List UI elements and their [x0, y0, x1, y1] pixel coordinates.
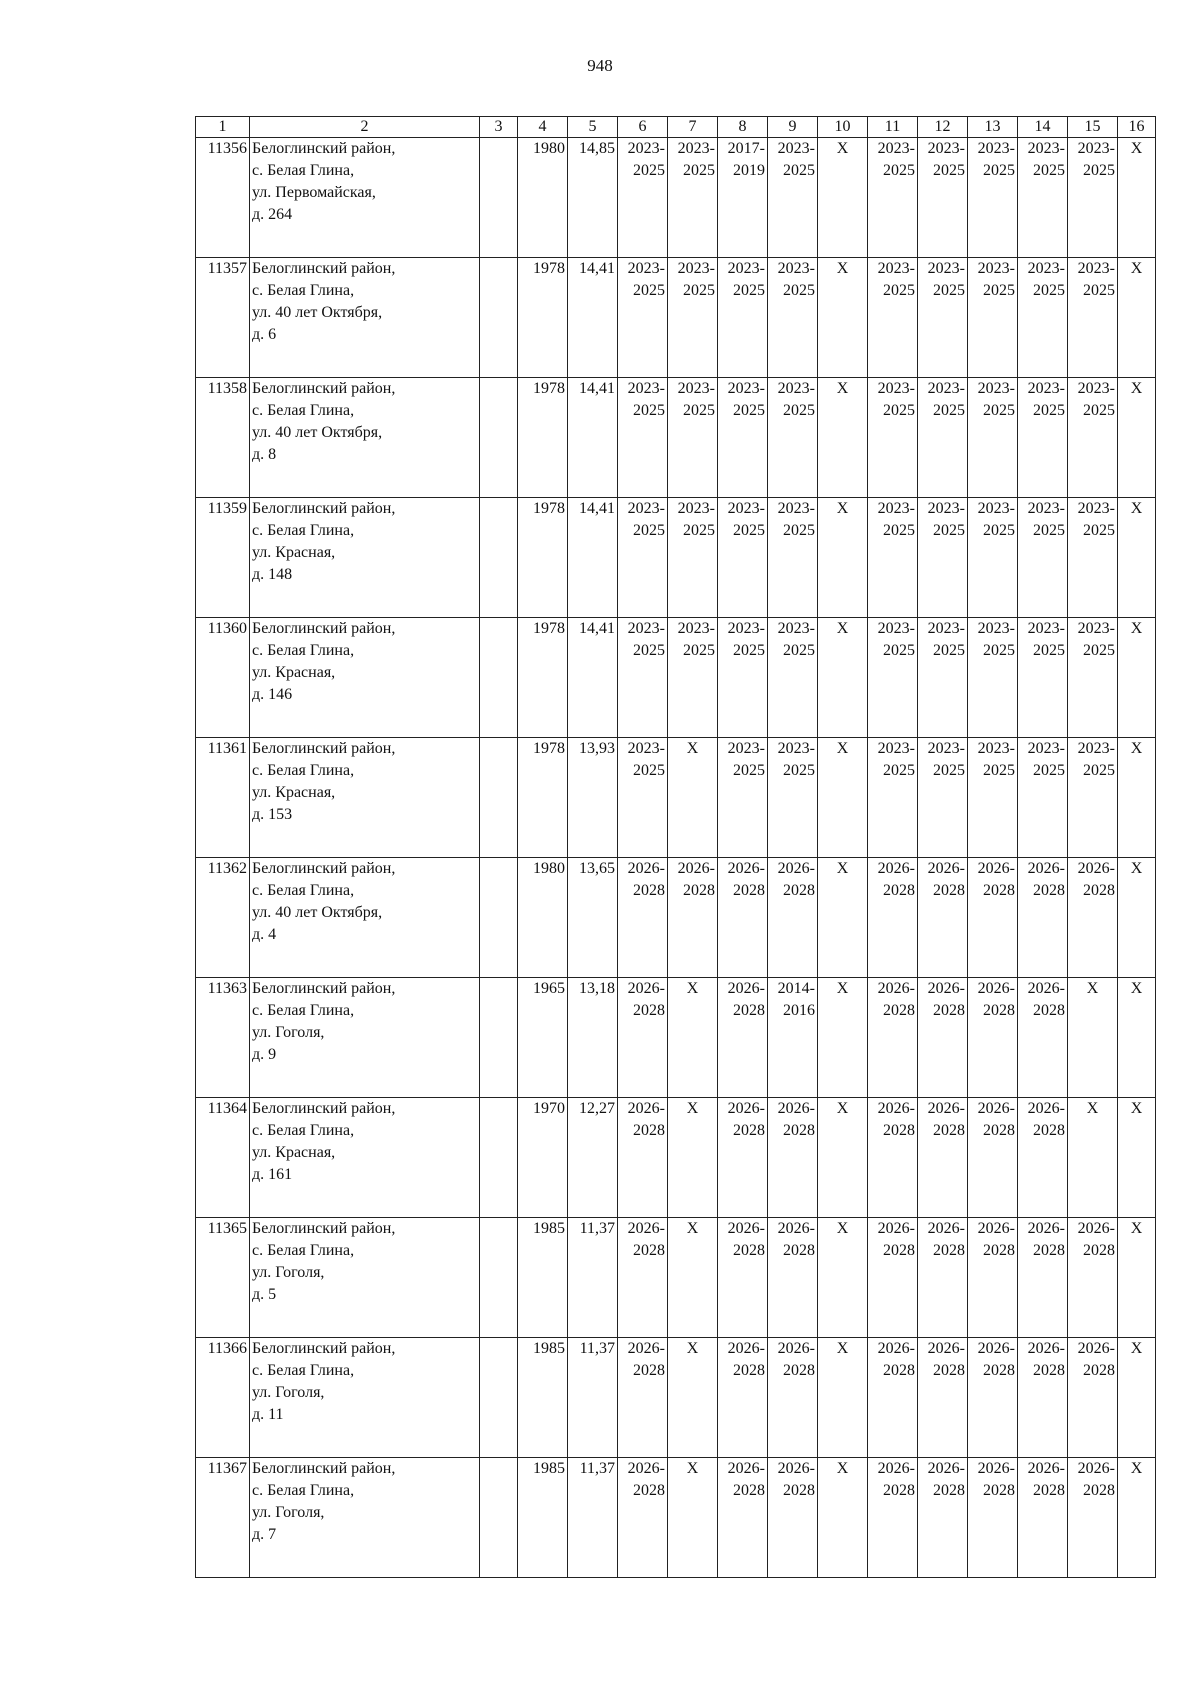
address-cell: Белоглинский район, с. Белая Глина, ул. Первомайская, д. 264	[250, 138, 480, 258]
column-12-cell: 2026- 2028	[918, 978, 968, 1098]
column-9-cell: 2023- 2025	[768, 738, 818, 858]
column-16-cell: X	[1118, 618, 1156, 738]
column-7-cell: 2023- 2025	[668, 138, 718, 258]
column-7-cell: X	[668, 1458, 718, 1578]
column-4-cell: 1985	[518, 1218, 568, 1338]
address-cell: Белоглинский район, с. Белая Глина, ул. Гоголя, д. 5	[250, 1218, 480, 1338]
column-13-cell: 2023- 2025	[968, 498, 1018, 618]
column-11-cell: 2026- 2028	[868, 1458, 918, 1578]
column-3-cell	[480, 978, 518, 1098]
column-15-cell: X	[1068, 1098, 1118, 1218]
column-5-cell: 13,18	[568, 978, 618, 1098]
table-row	[196, 978, 1156, 1098]
column-11-cell: 2023- 2025	[868, 378, 918, 498]
column-9-cell: 2023- 2025	[768, 618, 818, 738]
record-number-cell: 11357	[196, 258, 250, 378]
table-row	[196, 618, 1156, 738]
column-6-cell: 2026- 2028	[618, 978, 668, 1098]
column-6-cell: 2026- 2028	[618, 858, 668, 978]
column-header-9: 9	[768, 117, 818, 138]
column-4-cell: 1980	[518, 858, 568, 978]
column-12-cell: 2026- 2028	[918, 1098, 968, 1218]
column-15-cell: X	[1068, 978, 1118, 1098]
column-15-cell: 2026- 2028	[1068, 858, 1118, 978]
column-6-cell: 2023- 2025	[618, 258, 668, 378]
column-6-cell: 2023- 2025	[618, 738, 668, 858]
column-7-cell: X	[668, 1218, 718, 1338]
column-15-cell: 2023- 2025	[1068, 138, 1118, 258]
column-12-cell: 2023- 2025	[918, 498, 968, 618]
table-row	[196, 498, 1156, 618]
address-cell: Белоглинский район, с. Белая Глина, ул. Гоголя, д. 11	[250, 1338, 480, 1458]
column-header-3: 3	[480, 117, 518, 138]
table-row	[196, 258, 1156, 378]
column-13-cell: 2023- 2025	[968, 618, 1018, 738]
table-row	[196, 378, 1156, 498]
column-14-cell: 2026- 2028	[1018, 1098, 1068, 1218]
column-7-cell: 2023- 2025	[668, 498, 718, 618]
table-row	[196, 1218, 1156, 1338]
registry-table	[195, 116, 1156, 1578]
column-6-cell: 2026- 2028	[618, 1458, 668, 1578]
column-4-cell: 1978	[518, 258, 568, 378]
column-5-cell: 14,41	[568, 258, 618, 378]
table-row	[196, 738, 1156, 858]
column-3-cell	[480, 858, 518, 978]
table-row	[196, 1098, 1156, 1218]
record-number-cell: 11356	[196, 138, 250, 258]
column-8-cell: 2023- 2025	[718, 498, 768, 618]
column-9-cell: 2026- 2028	[768, 1218, 818, 1338]
table-row	[196, 858, 1156, 978]
column-16-cell: X	[1118, 498, 1156, 618]
column-14-cell: 2023- 2025	[1018, 498, 1068, 618]
column-3-cell	[480, 1458, 518, 1578]
column-14-cell: 2023- 2025	[1018, 258, 1068, 378]
column-10-cell: X	[818, 618, 868, 738]
column-3-cell	[480, 1098, 518, 1218]
column-6-cell: 2026- 2028	[618, 1338, 668, 1458]
column-3-cell	[480, 618, 518, 738]
column-9-cell: 2023- 2025	[768, 498, 818, 618]
column-12-cell: 2023- 2025	[918, 138, 968, 258]
column-header-7: 7	[668, 117, 718, 138]
column-15-cell: 2026- 2028	[1068, 1338, 1118, 1458]
column-3-cell	[480, 258, 518, 378]
table-row	[196, 1338, 1156, 1458]
column-5-cell: 14,41	[568, 498, 618, 618]
column-16-cell: X	[1118, 1458, 1156, 1578]
column-6-cell: 2023- 2025	[618, 498, 668, 618]
column-13-cell: 2023- 2025	[968, 258, 1018, 378]
column-4-cell: 1978	[518, 378, 568, 498]
address-cell: Белоглинский район, с. Белая Глина, ул. Гоголя, д. 7	[250, 1458, 480, 1578]
column-13-cell: 2023- 2025	[968, 738, 1018, 858]
address-cell: Белоглинский район, с. Белая Глина, ул. Гоголя, д. 9	[250, 978, 480, 1098]
address-cell: Белоглинский район, с. Белая Глина, ул. Красная, д. 148	[250, 498, 480, 618]
column-13-cell: 2026- 2028	[968, 1098, 1018, 1218]
column-5-cell: 14,41	[568, 618, 618, 738]
column-8-cell: 2026- 2028	[718, 858, 768, 978]
column-5-cell: 11,37	[568, 1218, 618, 1338]
record-number-cell: 11364	[196, 1098, 250, 1218]
column-10-cell: X	[818, 1218, 868, 1338]
column-7-cell: X	[668, 1338, 718, 1458]
column-4-cell: 1965	[518, 978, 568, 1098]
column-9-cell: 2026- 2028	[768, 858, 818, 978]
record-number-cell: 11363	[196, 978, 250, 1098]
column-6-cell: 2023- 2025	[618, 618, 668, 738]
column-header-11: 11	[868, 117, 918, 138]
column-4-cell: 1970	[518, 1098, 568, 1218]
column-header-2: 2	[250, 117, 480, 138]
column-11-cell: 2023- 2025	[868, 498, 918, 618]
table-row	[196, 138, 1156, 258]
column-8-cell: 2023- 2025	[718, 378, 768, 498]
column-15-cell: 2026- 2028	[1068, 1218, 1118, 1338]
column-13-cell: 2026- 2028	[968, 1458, 1018, 1578]
column-10-cell: X	[818, 738, 868, 858]
column-5-cell: 13,65	[568, 858, 618, 978]
column-14-cell: 2026- 2028	[1018, 1458, 1068, 1578]
column-8-cell: 2026- 2028	[718, 1218, 768, 1338]
column-8-cell: 2026- 2028	[718, 1098, 768, 1218]
column-3-cell	[480, 738, 518, 858]
column-9-cell: 2026- 2028	[768, 1458, 818, 1578]
column-8-cell: 2026- 2028	[718, 1458, 768, 1578]
column-header-5: 5	[568, 117, 618, 138]
table-body	[196, 138, 1156, 1578]
address-cell: Белоглинский район, с. Белая Глина, ул. 40 лет Октября, д. 8	[250, 378, 480, 498]
column-5-cell: 11,37	[568, 1338, 618, 1458]
column-3-cell	[480, 1218, 518, 1338]
column-7-cell: 2023- 2025	[668, 378, 718, 498]
column-8-cell: 2026- 2028	[718, 1338, 768, 1458]
record-number-cell: 11360	[196, 618, 250, 738]
column-10-cell: X	[818, 258, 868, 378]
column-10-cell: X	[818, 978, 868, 1098]
column-13-cell: 2023- 2025	[968, 378, 1018, 498]
column-15-cell: 2023- 2025	[1068, 498, 1118, 618]
column-7-cell: X	[668, 1098, 718, 1218]
column-header-14: 14	[1018, 117, 1068, 138]
column-11-cell: 2026- 2028	[868, 1098, 918, 1218]
column-4-cell: 1978	[518, 618, 568, 738]
column-15-cell: 2023- 2025	[1068, 258, 1118, 378]
column-header-1: 1	[196, 117, 250, 138]
column-3-cell	[480, 1338, 518, 1458]
column-16-cell: X	[1118, 738, 1156, 858]
column-11-cell: 2026- 2028	[868, 1338, 918, 1458]
column-14-cell: 2023- 2025	[1018, 378, 1068, 498]
column-13-cell: 2026- 2028	[968, 1338, 1018, 1458]
column-8-cell: 2023- 2025	[718, 258, 768, 378]
column-11-cell: 2026- 2028	[868, 1218, 918, 1338]
column-16-cell: X	[1118, 138, 1156, 258]
column-11-cell: 2026- 2028	[868, 858, 918, 978]
table-row	[196, 1458, 1156, 1578]
column-header-4: 4	[518, 117, 568, 138]
column-14-cell: 2023- 2025	[1018, 618, 1068, 738]
column-11-cell: 2026- 2028	[868, 978, 918, 1098]
column-10-cell: X	[818, 1458, 868, 1578]
column-11-cell: 2023- 2025	[868, 258, 918, 378]
column-5-cell: 11,37	[568, 1458, 618, 1578]
column-6-cell: 2026- 2028	[618, 1218, 668, 1338]
column-16-cell: X	[1118, 1338, 1156, 1458]
record-number-cell: 11366	[196, 1338, 250, 1458]
column-11-cell: 2023- 2025	[868, 738, 918, 858]
column-5-cell: 14,85	[568, 138, 618, 258]
column-12-cell: 2023- 2025	[918, 378, 968, 498]
column-5-cell: 13,93	[568, 738, 618, 858]
column-8-cell: 2017- 2019	[718, 138, 768, 258]
record-number-cell: 11359	[196, 498, 250, 618]
column-header-8: 8	[718, 117, 768, 138]
record-number-cell: 11361	[196, 738, 250, 858]
column-header-12: 12	[918, 117, 968, 138]
column-8-cell: 2023- 2025	[718, 738, 768, 858]
column-7-cell: X	[668, 978, 718, 1098]
column-15-cell: 2023- 2025	[1068, 618, 1118, 738]
column-16-cell: X	[1118, 258, 1156, 378]
column-15-cell: 2026- 2028	[1068, 1458, 1118, 1578]
column-12-cell: 2026- 2028	[918, 1218, 968, 1338]
column-6-cell: 2023- 2025	[618, 138, 668, 258]
column-5-cell: 12,27	[568, 1098, 618, 1218]
column-header-15: 15	[1068, 117, 1118, 138]
column-16-cell: X	[1118, 858, 1156, 978]
column-14-cell: 2026- 2028	[1018, 858, 1068, 978]
column-7-cell: 2023- 2025	[668, 258, 718, 378]
address-cell: Белоглинский район, с. Белая Глина, ул. Красная, д. 161	[250, 1098, 480, 1218]
column-14-cell: 2026- 2028	[1018, 1338, 1068, 1458]
column-14-cell: 2026- 2028	[1018, 978, 1068, 1098]
record-number-cell: 11362	[196, 858, 250, 978]
column-number-row	[196, 117, 1156, 138]
column-header-13: 13	[968, 117, 1018, 138]
column-10-cell: X	[818, 1098, 868, 1218]
column-14-cell: 2023- 2025	[1018, 738, 1068, 858]
column-14-cell: 2023- 2025	[1018, 138, 1068, 258]
column-12-cell: 2023- 2025	[918, 618, 968, 738]
column-15-cell: 2023- 2025	[1068, 738, 1118, 858]
column-4-cell: 1985	[518, 1338, 568, 1458]
column-12-cell: 2023- 2025	[918, 258, 968, 378]
record-number-cell: 11367	[196, 1458, 250, 1578]
column-13-cell: 2023- 2025	[968, 138, 1018, 258]
address-cell: Белоглинский район, с. Белая Глина, ул. 40 лет Октября, д. 4	[250, 858, 480, 978]
column-13-cell: 2026- 2028	[968, 978, 1018, 1098]
column-9-cell: 2023- 2025	[768, 258, 818, 378]
column-5-cell: 14,41	[568, 378, 618, 498]
column-16-cell: X	[1118, 1098, 1156, 1218]
column-16-cell: X	[1118, 1218, 1156, 1338]
column-3-cell	[480, 498, 518, 618]
address-cell: Белоглинский район, с. Белая Глина, ул. 40 лет Октября, д. 6	[250, 258, 480, 378]
address-cell: Белоглинский район, с. Белая Глина, ул. Красная, д. 146	[250, 618, 480, 738]
column-header-10: 10	[818, 117, 868, 138]
column-7-cell: 2026- 2028	[668, 858, 718, 978]
address-cell: Белоглинский район, с. Белая Глина, ул. Красная, д. 153	[250, 738, 480, 858]
column-16-cell: X	[1118, 978, 1156, 1098]
column-7-cell: 2023- 2025	[668, 618, 718, 738]
column-12-cell: 2026- 2028	[918, 1458, 968, 1578]
column-10-cell: X	[818, 498, 868, 618]
column-10-cell: X	[818, 138, 868, 258]
record-number-cell: 11358	[196, 378, 250, 498]
column-4-cell: 1978	[518, 498, 568, 618]
column-7-cell: X	[668, 738, 718, 858]
column-6-cell: 2026- 2028	[618, 1098, 668, 1218]
column-11-cell: 2023- 2025	[868, 618, 918, 738]
column-9-cell: 2023- 2025	[768, 378, 818, 498]
column-10-cell: X	[818, 1338, 868, 1458]
column-9-cell: 2023- 2025	[768, 138, 818, 258]
column-4-cell: 1985	[518, 1458, 568, 1578]
column-8-cell: 2023- 2025	[718, 618, 768, 738]
column-4-cell: 1980	[518, 138, 568, 258]
column-9-cell: 2014- 2016	[768, 978, 818, 1098]
column-12-cell: 2023- 2025	[918, 738, 968, 858]
column-14-cell: 2026- 2028	[1018, 1218, 1068, 1338]
column-3-cell	[480, 378, 518, 498]
column-9-cell: 2026- 2028	[768, 1338, 818, 1458]
column-10-cell: X	[818, 378, 868, 498]
column-4-cell: 1978	[518, 738, 568, 858]
column-8-cell: 2026- 2028	[718, 978, 768, 1098]
column-10-cell: X	[818, 858, 868, 978]
column-header-6: 6	[618, 117, 668, 138]
column-header-16: 16	[1118, 117, 1156, 138]
column-16-cell: X	[1118, 378, 1156, 498]
column-9-cell: 2026- 2028	[768, 1098, 818, 1218]
column-13-cell: 2026- 2028	[968, 1218, 1018, 1338]
column-12-cell: 2026- 2028	[918, 1338, 968, 1458]
page-number: 948	[587, 56, 613, 75]
column-11-cell: 2023- 2025	[868, 138, 918, 258]
column-13-cell: 2026- 2028	[968, 858, 1018, 978]
column-15-cell: 2023- 2025	[1068, 378, 1118, 498]
column-12-cell: 2026- 2028	[918, 858, 968, 978]
column-6-cell: 2023- 2025	[618, 378, 668, 498]
record-number-cell: 11365	[196, 1218, 250, 1338]
column-3-cell	[480, 138, 518, 258]
